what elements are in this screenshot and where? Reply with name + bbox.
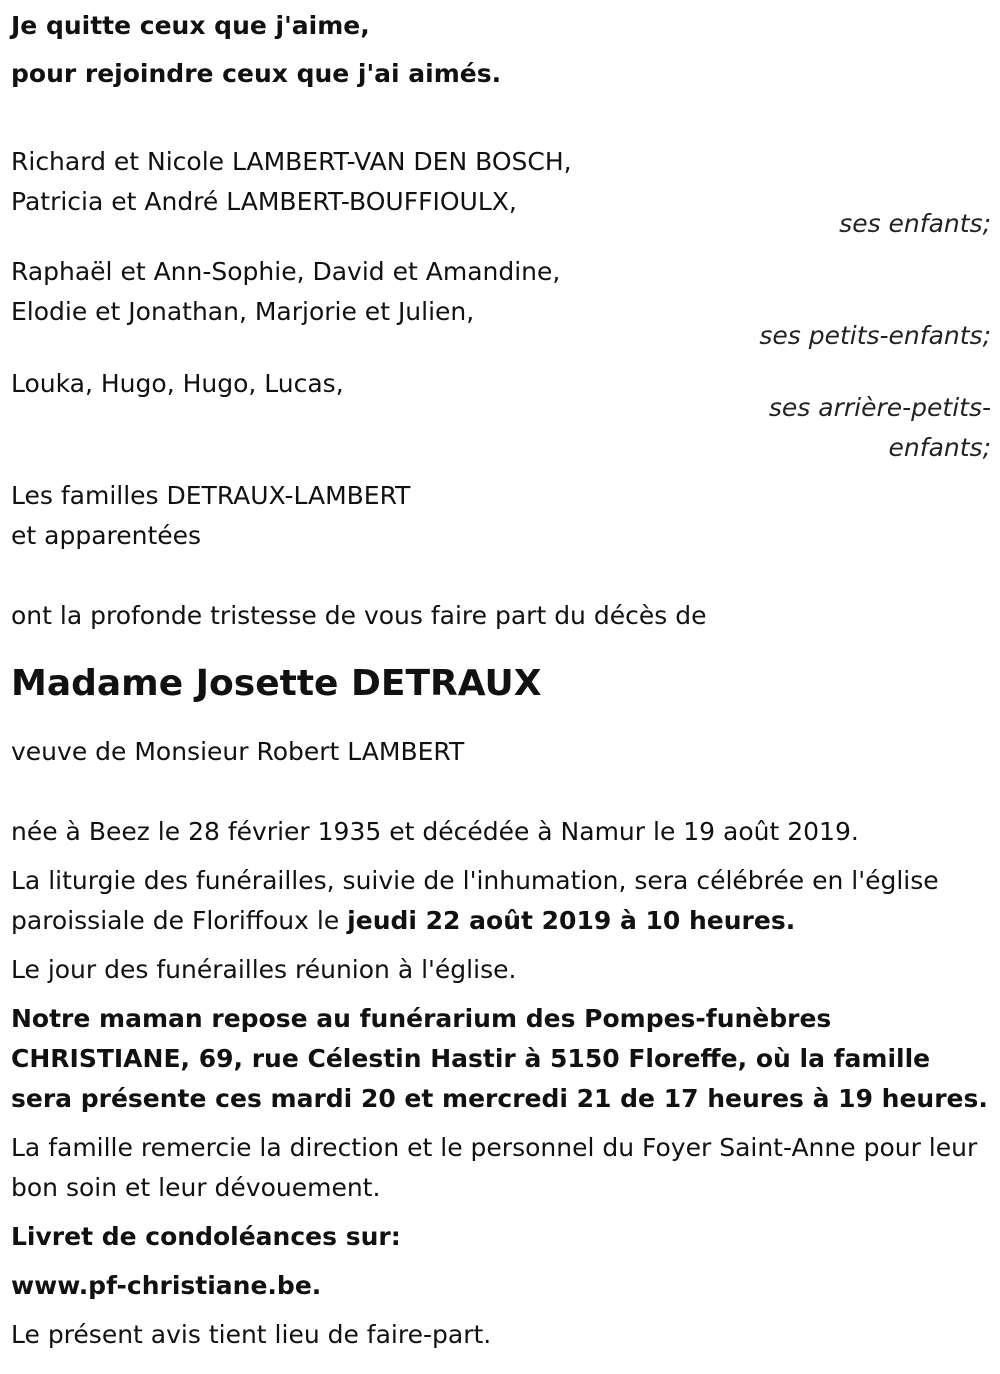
condolences-label: Livret de condoléances sur:: [11, 1222, 401, 1251]
birth-death-text: née à Beez le 28 février 1935 et décédée à Namur le 19 août 2019.: [11, 817, 859, 846]
announcement-text: ont la profonde tristesse de vous faire part du décès de: [11, 601, 707, 630]
epigraph-line-1: Je quitte ceux que j'aime,: [11, 11, 370, 40]
children-relation: ses enfants;: [839, 209, 991, 238]
liturgy-paragraph: [11, 861, 991, 941]
liturgy-date: jeudi 22 août 2019 à 10 heures.: [347, 906, 796, 935]
children-line-1: Richard et Nicole LAMBERT-VAN DEN BOSCH,: [11, 147, 572, 176]
condolences-link[interactable]: www.pf-christiane.be.: [11, 1271, 322, 1300]
meeting-text: Le jour des funérailles réunion à l'église.: [11, 955, 517, 984]
epigraph-line-2: pour rejoindre ceux que j'ai aimés.: [11, 59, 502, 88]
obituary-notice: [11, 6, 991, 1364]
funeral-home-text: Notre maman repose au funérarium des Pompes-funèbres CHRISTIANE, 69, rue Célestin Hastir à 5150 Floreffe, où la famille sera présente ces mardi 20 et mercredi 21 de 17 heures à 19 heures.: [11, 1004, 988, 1113]
great-grandchildren-block: [11, 364, 991, 468]
grandchildren-line-2: Elodie et Jonathan, Marjorie et Julien,: [11, 297, 475, 326]
children-line-2: Patricia et André LAMBERT-BOUFFIOULX,: [11, 187, 517, 216]
great-grandchildren-relation-1: ses arrière-petits-: [768, 393, 991, 422]
widow-of-text: veuve de Monsieur Robert LAMBERT: [11, 737, 465, 766]
families-line-1: Les familles DETRAUX-LAMBERT: [11, 481, 411, 510]
grandchildren-line-1: Raphaël et Ann-Sophie, David et Amandine,: [11, 257, 561, 286]
closing-text: Le présent avis tient lieu de faire-part.: [11, 1320, 492, 1349]
liturgy-text: La liturgie des funérailles, suivie de l'inhumation, sera célébrée en l'église paroissiale de Floriffoux le: [11, 866, 939, 935]
grandchildren-relation: ses petits-enfants;: [759, 321, 991, 350]
families-block: [11, 476, 991, 556]
families-line-2: et apparentées: [11, 521, 202, 550]
great-grandchildren-relation-2: enfants;: [888, 433, 991, 462]
deceased-name: Madame Josette DETRAUX: [11, 663, 542, 704]
thanks-text: La famille remercie la direction et le personnel du Foyer Saint-Anne pour leur bon soin et leur dévouement.: [11, 1133, 978, 1202]
grandchildren-block: [11, 252, 991, 356]
children-block: [11, 142, 991, 244]
great-grandchildren-line-1: Louka, Hugo, Hugo, Lucas,: [11, 369, 344, 398]
